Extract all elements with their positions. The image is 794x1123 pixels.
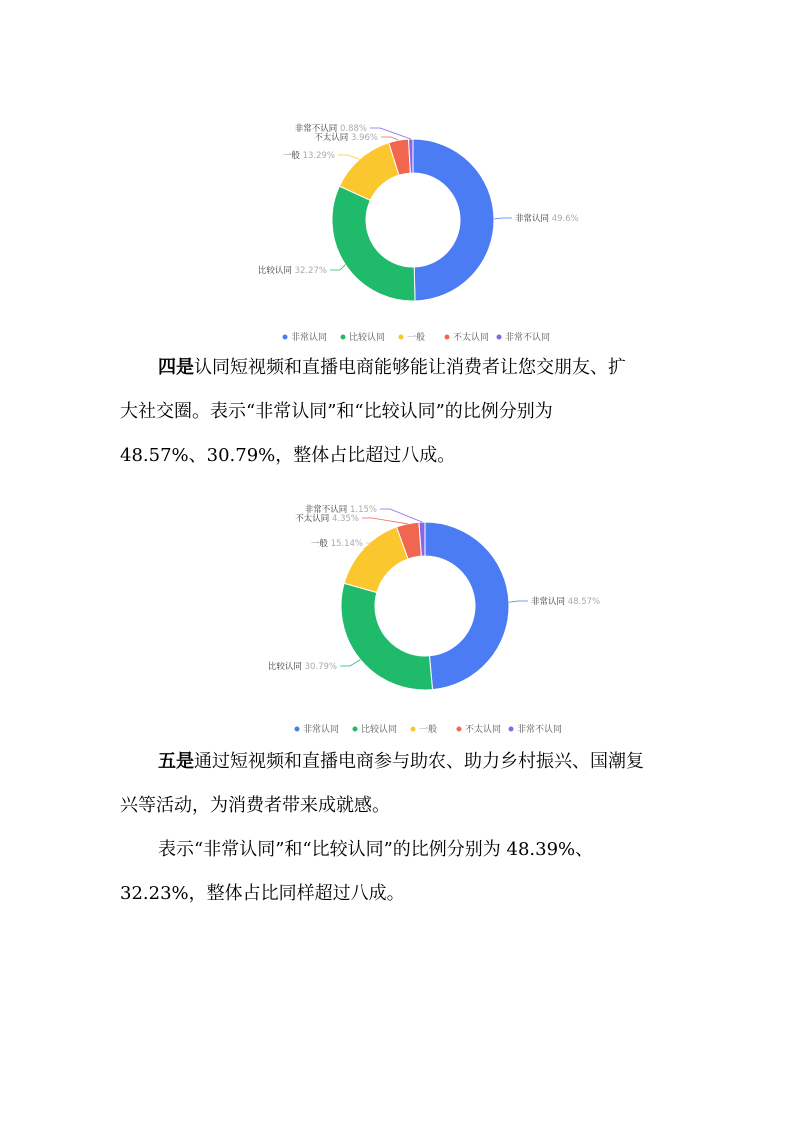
data-label-value-2: 30.79%: [304, 662, 337, 672]
legend-marker-5: [509, 727, 514, 732]
legend-marker-4: [457, 727, 462, 732]
slice-2: [332, 186, 415, 301]
legend-marker-2: [353, 727, 358, 732]
data-label-value-2: 32.27%: [294, 266, 327, 276]
data-label-name-2: 比较认同: [257, 266, 295, 276]
paragraph-4-lead: 四是: [158, 357, 194, 378]
legend-label-2: 比较认同: [361, 725, 398, 735]
legend-label-3: 一般: [419, 725, 438, 735]
data-label-3: [283, 150, 335, 161]
leader-line-4: [362, 518, 408, 524]
leader-line-1: [494, 218, 512, 219]
legend-label-4: 不太认同: [465, 725, 502, 735]
legend-label-3: 一般: [407, 333, 426, 343]
paragraph-5-line-2: 兴等活动，为消费者带来成就感。: [120, 795, 390, 816]
data-label-value-3: 15.14%: [330, 539, 363, 549]
slice-2: [341, 583, 433, 690]
data-label-1: [515, 213, 579, 224]
legend-marker-3: [399, 335, 404, 340]
donut-chart-2-svg: [0, 497, 794, 742]
data-label-name-3: 一般: [310, 539, 331, 549]
legend-label-5: 非常不认同: [517, 725, 563, 735]
data-label-value-4: 3.96%: [350, 133, 378, 143]
legend-marker-1: [283, 335, 288, 340]
data-label-3: [311, 538, 363, 549]
data-label-name-3: 一般: [282, 151, 303, 161]
data-label-2: [258, 265, 327, 276]
slice-1: [413, 139, 494, 301]
data-label-name-1: 非常认同: [515, 214, 552, 224]
data-label-value-1: 48.57%: [567, 597, 601, 607]
data-label-2: [268, 661, 337, 672]
paragraph-5: [120, 740, 680, 916]
legend-marker-4: [445, 335, 450, 340]
data-label-name-5: 非常不认同: [304, 505, 350, 515]
paragraph-4: [120, 346, 680, 478]
legend-marker-3: [411, 727, 416, 732]
data-label-1: [531, 596, 600, 607]
data-label-name-4: 不太认同: [295, 514, 332, 524]
paragraph-5-text-1: 通过短视频和直播电商参与助农、助力乡村振兴、国潮复: [194, 751, 644, 772]
data-label-value-5: 0.88%: [339, 124, 367, 134]
paragraph-4-line-1: [120, 346, 680, 390]
paragraph-4-line-2: 大社交圈。表示“非常认同”和“比较认同”的比例分别为: [120, 401, 553, 422]
donut-chart-1: [0, 115, 794, 350]
legend-marker-1: [295, 727, 300, 732]
paragraph-5-lead: 五是: [158, 751, 194, 772]
slice-1: [425, 522, 509, 690]
legend-marker-5: [497, 335, 502, 340]
paragraph-6-line-2: 32.23%，整体占比同样超过八成。: [120, 883, 405, 904]
data-label-value-5: 1.15%: [349, 505, 377, 515]
leader-line-4: [381, 137, 399, 140]
paragraph-5-line-1: [120, 740, 680, 784]
data-label-5: [305, 504, 377, 515]
paragraph-4-text-1: 认同短视频和直播电商能够能让消费者让您交朋友、扩: [194, 357, 626, 378]
legend-label-4: 不太认同: [453, 333, 490, 343]
legend-label-5: 非常不认同: [505, 333, 551, 343]
leader-line-2: [330, 265, 345, 270]
leader-line-1: [509, 601, 528, 602]
leader-line-2: [340, 660, 360, 666]
data-label-value-3: 13.29%: [302, 151, 335, 161]
data-label-name-1: 非常认同: [531, 597, 568, 607]
legend-label-2: 比较认同: [349, 333, 386, 343]
data-label-name-4: 不太认同: [314, 133, 351, 143]
paragraph-4-line-3: 48.57%、30.79%，整体占比超过八成。: [120, 445, 456, 466]
legend-marker-2: [341, 335, 346, 340]
legend-label-1: 非常认同: [291, 333, 328, 343]
leader-line-3: [338, 155, 359, 159]
data-label-value-1: 49.6%: [551, 214, 579, 224]
data-label-value-4: 4.35%: [331, 514, 359, 524]
data-label-5: [295, 123, 367, 134]
slice-3: [344, 527, 408, 593]
data-label-name-5: 非常不认同: [294, 124, 340, 134]
donut-chart-2: [0, 497, 794, 742]
paragraph-6-line-1: 表示“非常认同”和“比较认同”的比例分别为 48.39%、: [158, 839, 594, 860]
legend-label-1: 非常认同: [303, 725, 340, 735]
data-label-name-2: 比较认同: [267, 662, 305, 672]
donut-chart-1-svg: [0, 115, 794, 350]
